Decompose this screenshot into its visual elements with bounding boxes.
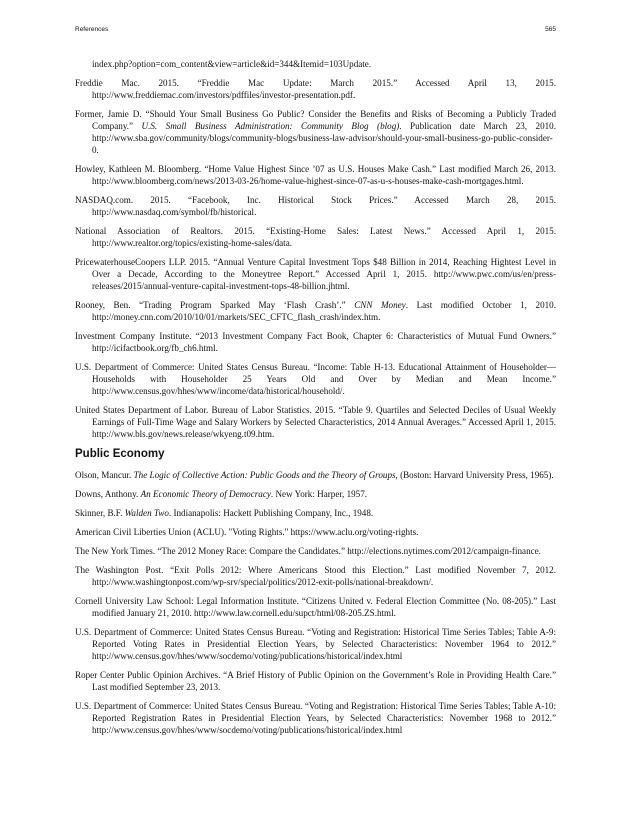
reference-entry: The New York Times. “The 2012 Money Race: Compare the Candidates.” http://elections.nytimes.com/2012/campaign-finance.: [75, 546, 541, 556]
reference-entry: Skinner, B.F. Walden Two. Indianapolis: Hackett Publishing Company, Inc., 1948.: [75, 508, 374, 518]
reference-entry: Howley, Kathleen M. Bloomberg. “Home Value Highest Since ’07 as U.S. Houses Make Cash.” Last modified March 26, 2013. http://www.bloomberg.com/news/2013-03-26/home-value-highest-since-07-as-u-s-houses-make-cash-mortgages.html.: [75, 164, 556, 186]
reference-entry: American Civil Liberties Union (ACLU). "Voting Rights." https://www.aclu.org/voting-rights.: [75, 527, 419, 537]
reference-entry: The Washington Post. “Exit Polls 2012: Where Americans Stood this Election.” Last modified November 7, 2012. http://www.washingtonpost.com/wp-srv/special/politics/2012-exit-polls/national-breakdown/.: [75, 565, 556, 587]
reference-entry: Rooney, Ben. “Trading Program Sparked May ‘Flash Crash’.” CNN Money. Last modified October 1, 2010. http://money.cnn.com/2010/10/01/markets/SEC_CFTC_flash_crash/index.htm.: [75, 300, 556, 322]
reference-entry: National Association of Realtors. 2015. “Existing-Home Sales: Latest News.” Accessed April 1, 2015. http://www.realtor.org/topics/existing-home-sales/data.: [75, 226, 556, 248]
reference-entry: Olson, Mancur. The Logic of Collective Action: Public Goods and the Theory of Groups, (Boston: Harvard University Press, 1965).: [75, 470, 554, 480]
reference-entry: Former, Jamie D. “Should Your Small Business Go Public? Consider the Benefits and Risks of Becoming a Publicly Traded Company.” U.S. Small Business Administration: Community Blog (blog). Publication date March 23, 2010. http://www.sba.gov/community/blogs/community-blogs/business-law-advisor/should-your-small-business-go-public-consider-0.: [75, 109, 556, 155]
reference-list: [75, 58, 556, 743]
reference-entry: Downs, Anthony. An Economic Theory of Democracy. New York: Harper, 1957.: [75, 489, 368, 499]
running-header: [75, 26, 556, 33]
reference-entry: index.php?option=com_content&view=article&id=344&Itemid=103Update.: [92, 59, 372, 69]
page-number: 565: [545, 26, 556, 33]
reference-entry: U.S. Department of Commerce: United States Census Bureau. “Voting and Registration: Historical Time Series Tables; Table A-10: Reported Registration Rates in Presidential Election Years, by Selected Characteristics: November 1968 to 2012.” http://www.census.gov/hhes/www/socdemo/voting/publications/historical/index.html: [75, 701, 556, 735]
reference-entry: Investment Company Institute. “2013 Investment Company Fact Book, Chapter 6: Characteristics of Mutual Fund Owners.” http://icifactbook.org/fb_ch6.html.: [75, 331, 556, 353]
reference-entry: U.S. Department of Commerce: United States Census Bureau. “Voting and Registration: Historical Time Series Tables; Table A-9: Reported Voting Rates in Presidential Election Years, by Selected Characteristics: November 1964 to 2012.” http://www.census.gov/hhes/www/socdemo/voting/publications/historical/index.html: [75, 627, 556, 661]
reference-entry: NASDAQ.com. 2015. “Facebook, Inc. Historical Stock Prices.” Accessed March 28, 2015. http://www.nasdaq.com/symbol/fb/historical.: [75, 195, 556, 217]
section-heading: Public Economy: [75, 448, 165, 460]
reference-entry: Cornell University Law School: Legal Information Institute. “Citizens United v. Federal Election Committee (No. 08-205).” Last modified January 21, 2010. http://www.law.cornell.edu/supct/html/08-205.ZS.html.: [75, 596, 556, 618]
reference-entry: U.S. Department of Commerce: United States Census Bureau. “Income: Table H-13. Educational Attainment of Householder—Households with Householder 25 Years Old and Over by Median and Mean Income.” http://www.census.gov/hhes/www/income/data/historical/household/.: [75, 362, 556, 396]
header-section-title: References: [75, 26, 109, 33]
reference-entry: United States Department of Labor. Bureau of Labor Statistics. 2015. “Table 9. Quartiles and Selected Deciles of Usual Weekly Earnings of Full-Time Wage and Salary Workers by Selected Characteristics, 2014 Annual Averages.” Accessed April 1, 2015. http://www.bls.gov/news.release/wkyeng.t09.htm.: [75, 405, 556, 439]
reference-entry: Freddie Mac. 2015. “Freddie Mac Update: March 2015.” Accessed April 13, 2015. http://www.freddiemac.com/investors/pdffiles/investor-presentation.pdf.: [75, 78, 556, 100]
reference-entry: Roper Center Public Opinion Archives. “A Brief History of Public Opinion on the Government’s Role in Providing Health Care.” Last modified September 23, 2013.: [75, 670, 556, 692]
reference-entry: PricewaterhouseCoopers LLP. 2015. “Annual Venture Capital Investment Tops $48 Billion in 2014, Reaching Hightest Level in Over a Decade, According to the Moneytree Report.” Accessed April 1, 2015. http://www.pwc.com/us/en/press-releases/2015/annual-venture-capital-investment-tops-48-billion.jhtml.: [75, 257, 556, 291]
